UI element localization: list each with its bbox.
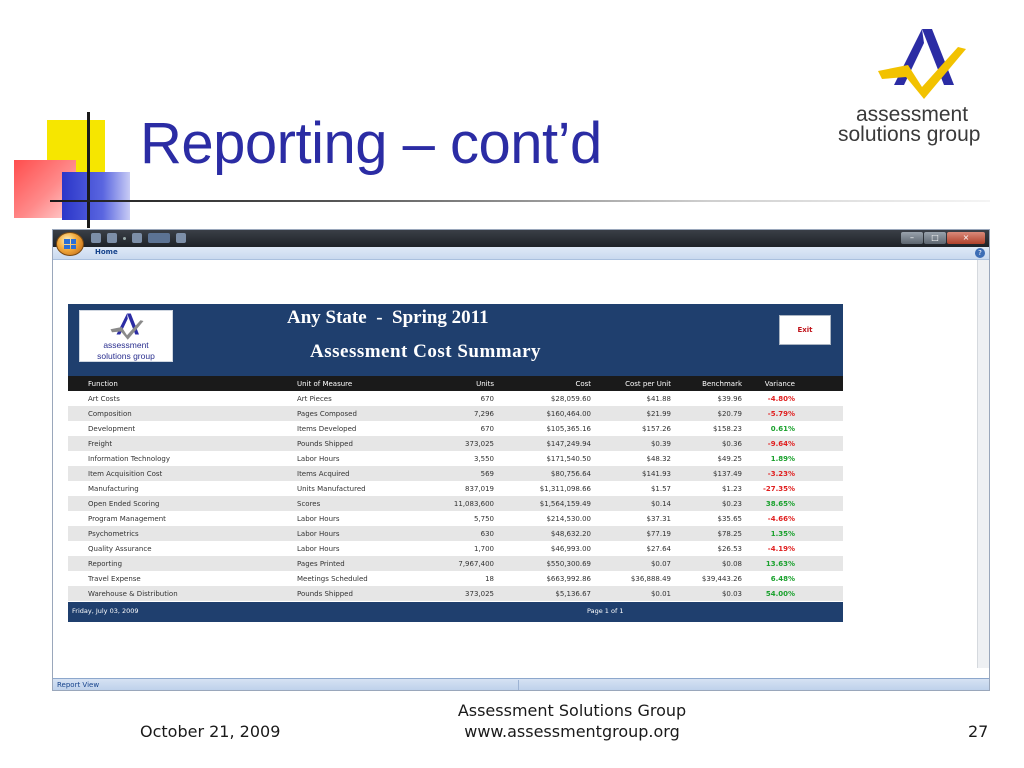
cell-cost-per-unit: $21.99 xyxy=(595,406,675,421)
cell-benchmark: $26.53 xyxy=(717,544,742,553)
cell-benchmark: $0.08 xyxy=(675,556,746,571)
footer-page-number: 27 xyxy=(968,722,989,741)
column-header-units: Units xyxy=(403,376,498,391)
cell-units: 7,296 xyxy=(403,406,498,421)
status-bar xyxy=(53,678,989,691)
cell-function: Reporting xyxy=(68,556,293,571)
cell-cost-per-unit: $48.32 xyxy=(646,454,671,463)
customize-toolbar-icon[interactable] xyxy=(176,233,186,243)
table-row xyxy=(68,481,843,496)
table-row xyxy=(68,511,843,526)
cell-unit-of-measure: Art Pieces xyxy=(297,394,332,403)
report-logo-line2: solutions group xyxy=(97,351,155,361)
ribbon-bar xyxy=(53,247,989,260)
cell-function: Warehouse & Distribution xyxy=(68,586,293,601)
cell-variance: -5.79% xyxy=(746,406,843,421)
cell-units: 837,019 xyxy=(465,484,494,493)
cell-cost: $160,464.00 xyxy=(498,406,595,421)
cell-benchmark: $39,443.26 xyxy=(701,574,742,583)
table-row xyxy=(68,391,843,406)
cell-benchmark: $0.23 xyxy=(675,496,746,511)
cell-benchmark: $39.96 xyxy=(717,394,742,403)
cell-cost-per-unit: $141.93 xyxy=(595,466,675,481)
table-row xyxy=(68,436,843,451)
undo-icon[interactable] xyxy=(107,233,117,243)
report-logo-a-mark-icon xyxy=(107,312,147,342)
cell-unit-of-measure: Pounds Shipped xyxy=(293,586,403,601)
cell-cost-per-unit: $27.64 xyxy=(646,544,671,553)
cell-benchmark: $0.03 xyxy=(675,586,746,601)
cell-cost-per-unit: $37.31 xyxy=(646,514,671,523)
report-title-state: Any State - Spring 2011 xyxy=(287,307,489,328)
cell-cost-per-unit: $77.19 xyxy=(595,526,675,541)
cell-function: Freight xyxy=(68,436,293,451)
cell-unit-of-measure: Labor Hours xyxy=(293,526,403,541)
cell-cost: $46,993.00 xyxy=(550,544,591,553)
cell-variance: 0.61% xyxy=(770,424,795,433)
cell-unit-of-measure: Pages Printed xyxy=(293,556,403,571)
table-row xyxy=(68,496,843,511)
cell-cost: $1,311,098.66 xyxy=(539,484,591,493)
table-row xyxy=(68,421,843,436)
cell-variance: -9.64% xyxy=(746,436,843,451)
table-row xyxy=(68,406,843,421)
table-header-row xyxy=(68,376,843,391)
office-logo-icon xyxy=(64,239,76,249)
cell-units: 18 xyxy=(485,574,494,583)
cell-units: 373,025 xyxy=(403,436,498,451)
brand-logo-line1: assessment xyxy=(856,103,969,126)
minimize-icon[interactable]: – xyxy=(901,232,923,244)
cell-unit-of-measure: Pages Composed xyxy=(293,406,403,421)
cell-variance: 38.65% xyxy=(746,496,843,511)
cell-cost: $28,059.60 xyxy=(550,394,591,403)
cell-benchmark: $1.23 xyxy=(721,484,742,493)
cell-unit-of-measure: Scores xyxy=(293,496,403,511)
slide-title: Reporting – cont’d xyxy=(140,111,602,176)
cell-units: 630 xyxy=(403,526,498,541)
report-title: Assessment Cost Summary xyxy=(310,341,542,362)
column-header-cost-per-unit: Cost per Unit xyxy=(595,376,675,391)
footer-org-url: www.assessmentgroup.org xyxy=(464,722,680,741)
cell-cost: $550,300.69 xyxy=(498,556,595,571)
brand-logo-line2: solutions group xyxy=(838,123,981,146)
view-toggle-icon[interactable] xyxy=(148,233,170,243)
cell-units: 3,550 xyxy=(473,454,494,463)
cell-function: Composition xyxy=(68,406,293,421)
cell-units: 670 xyxy=(480,394,494,403)
footer-organization xyxy=(402,700,742,742)
window-controls xyxy=(901,232,985,244)
report-footer-date: Friday, July 03, 2009 xyxy=(72,607,139,615)
cell-units: 1,700 xyxy=(473,544,494,553)
cell-function: Quality Assurance xyxy=(88,544,152,553)
toolbar-separator xyxy=(123,237,126,240)
office-menu-button[interactable] xyxy=(56,232,84,256)
column-header-benchmark: Benchmark xyxy=(675,376,746,391)
cell-benchmark: $35.65 xyxy=(717,514,742,523)
cell-unit-of-measure: Items Acquired xyxy=(293,466,403,481)
cell-function: Open Ended Scoring xyxy=(68,496,293,511)
report-header xyxy=(68,304,843,376)
cell-variance: 1.89% xyxy=(770,454,795,463)
cell-unit-of-measure: Pounds Shipped xyxy=(293,436,403,451)
column-header-function: Function xyxy=(68,376,293,391)
cell-cost-per-unit: $0.01 xyxy=(595,586,675,601)
cell-unit-of-measure: Labor Hours xyxy=(297,514,340,523)
cell-cost-per-unit: $41.88 xyxy=(646,394,671,403)
cell-cost: $5,136.67 xyxy=(498,586,595,601)
table-row xyxy=(68,526,843,541)
cell-cost: $105,365.16 xyxy=(546,424,591,433)
cell-variance: 1.35% xyxy=(746,526,843,541)
cell-cost: $1,564,159.49 xyxy=(498,496,595,511)
cell-units: 7,967,400 xyxy=(403,556,498,571)
report-footer xyxy=(68,602,843,622)
vertical-scrollbar[interactable] xyxy=(977,260,989,670)
column-header-variance: Variance xyxy=(746,376,843,391)
cell-unit-of-measure: Labor Hours xyxy=(297,544,340,553)
report-app-window xyxy=(52,229,990,691)
brand-logo xyxy=(832,25,1007,145)
cell-cost-per-unit: $0.39 xyxy=(595,436,675,451)
help-icon[interactable]: ? xyxy=(975,248,985,258)
cell-variance: 6.48% xyxy=(770,574,795,583)
cell-function: Psychometrics xyxy=(68,526,293,541)
cell-units: 670 xyxy=(480,424,494,433)
cell-function: Manufacturing xyxy=(88,484,139,493)
cell-benchmark: $20.79 xyxy=(675,406,746,421)
quick-access-toolbar xyxy=(91,233,186,243)
cell-benchmark: $158.23 xyxy=(713,424,742,433)
table-row xyxy=(68,571,843,586)
cell-cost-per-unit: $1.57 xyxy=(650,484,671,493)
column-header-cost: Cost xyxy=(498,376,595,391)
cell-function: Art Costs xyxy=(88,394,120,403)
save-icon[interactable] xyxy=(91,233,101,243)
cell-units: 5,750 xyxy=(473,514,494,523)
decor-horizontal-line xyxy=(50,200,990,202)
status-view-label: Report View xyxy=(57,681,100,689)
redo-icon[interactable] xyxy=(132,233,142,243)
cell-variance: -4.80% xyxy=(767,394,795,403)
cell-variance: -4.66% xyxy=(767,514,795,523)
table-row xyxy=(68,466,843,481)
footer-org-name: Assessment Solutions Group xyxy=(457,701,687,720)
footer-date: October 21, 2009 xyxy=(140,722,281,741)
cell-cost: $48,632.20 xyxy=(498,526,595,541)
table-row xyxy=(68,451,843,466)
exit-button[interactable]: Exit xyxy=(779,315,831,345)
cell-benchmark: $49.25 xyxy=(717,454,742,463)
cell-unit-of-measure: Units Manufactured xyxy=(297,484,366,493)
cell-benchmark: $0.36 xyxy=(675,436,746,451)
cell-cost-per-unit: $0.07 xyxy=(595,556,675,571)
cell-cost-per-unit: $157.26 xyxy=(642,424,671,433)
cell-cost: $663,992.86 xyxy=(546,574,591,583)
report-logo xyxy=(79,310,173,362)
logo-a-mark-icon xyxy=(874,25,970,105)
decor-blue-square xyxy=(62,172,130,220)
cell-cost-per-unit: $36,888.49 xyxy=(630,574,671,583)
status-divider xyxy=(518,680,519,690)
cell-function: Item Acquisition Cost xyxy=(68,466,293,481)
table-row xyxy=(68,541,843,556)
table-row xyxy=(68,556,843,571)
decor-vertical-line xyxy=(87,112,90,228)
cost-table xyxy=(68,376,843,601)
cell-benchmark: $78.25 xyxy=(675,526,746,541)
cost-table-body xyxy=(68,391,843,601)
report-logo-line1: assessment xyxy=(103,340,149,350)
cell-unit-of-measure: Meetings Scheduled xyxy=(297,574,368,583)
cell-cost: $147,249.94 xyxy=(498,436,595,451)
cell-units: 373,025 xyxy=(403,586,498,601)
table-row xyxy=(68,586,843,601)
cell-unit-of-measure: Labor Hours xyxy=(297,454,340,463)
cell-unit-of-measure: Items Developed xyxy=(297,424,357,433)
cell-variance: -27.35% xyxy=(762,484,795,493)
cell-variance: -4.19% xyxy=(767,544,795,553)
cell-variance: -3.23% xyxy=(746,466,843,481)
cell-units: 569 xyxy=(403,466,498,481)
close-icon[interactable]: × xyxy=(947,232,985,244)
cell-function: Program Management xyxy=(88,514,166,523)
cell-cost: $214,530.00 xyxy=(546,514,591,523)
cost-summary-report xyxy=(68,304,843,622)
tab-home[interactable]: Home xyxy=(95,248,118,256)
cell-variance: 13.63% xyxy=(746,556,843,571)
workspace-bottom-gap xyxy=(53,668,989,678)
column-header-unit-of-measure: Unit of Measure xyxy=(293,376,403,391)
cell-units: 11,083,600 xyxy=(403,496,498,511)
cell-function: Development xyxy=(88,424,136,433)
cell-cost: $80,756.64 xyxy=(498,466,595,481)
cell-cost: $171,540.50 xyxy=(546,454,591,463)
app-title-bar xyxy=(53,230,989,247)
maximize-icon[interactable]: □ xyxy=(924,232,946,244)
cell-cost-per-unit: $0.14 xyxy=(595,496,675,511)
report-footer-page: Page 1 of 1 xyxy=(587,607,624,615)
cell-benchmark: $137.49 xyxy=(675,466,746,481)
cell-variance: 54.00% xyxy=(746,586,843,601)
cell-function: Travel Expense xyxy=(88,574,141,583)
cell-function: Information Technology xyxy=(88,454,170,463)
report-workspace xyxy=(53,260,989,678)
